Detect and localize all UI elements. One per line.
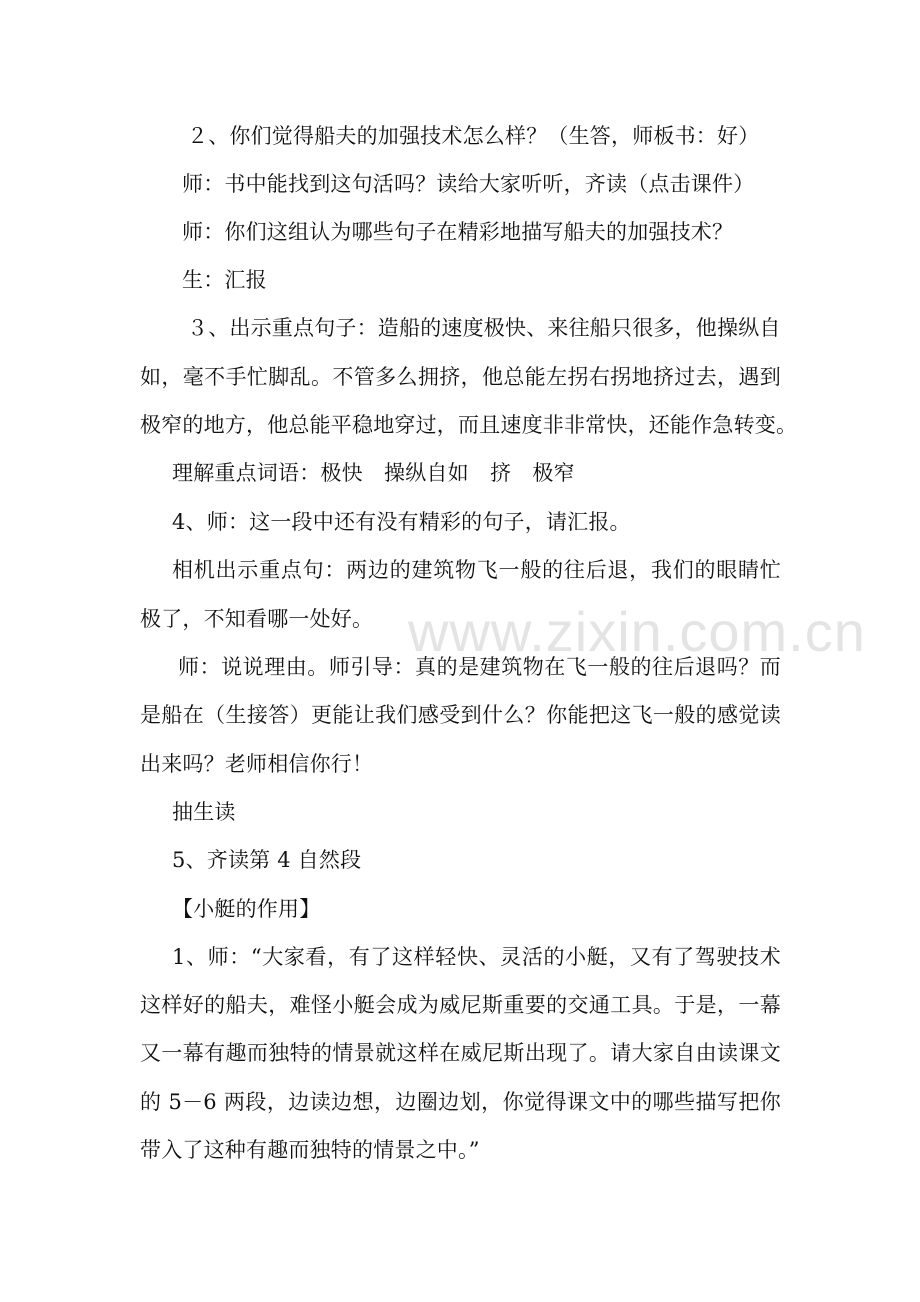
key-words-line: 理解重点词语：极快 操纵自如 挤 极窄	[172, 461, 575, 485]
paragraph-line-3: 师：你们这组认为哪些句子在精彩地描写船夫的加强技术？	[182, 220, 734, 244]
paragraph-line-14: 出来吗？老师相信你行！	[140, 752, 374, 776]
paragraph-line-4: 生：汇报	[182, 268, 267, 292]
paragraph-line-2: 师：书中能找到这句活吗？读给大家听听，齐读（点击课件）	[182, 172, 755, 196]
section-heading: 【小艇的作用】	[172, 897, 321, 921]
paragraph-line-13: 是船在（生接答）更能让我们感受到什么？你能把这飞一般的感觉读	[140, 703, 781, 727]
paragraph-line-1: ２、你们觉得船夫的加强技术怎么样？（生答，师板书：好）	[187, 124, 760, 148]
paragraph-line-7: 极窄的地方，他总能平稳地穿过，而且速度非非常快，还能作急转变。	[140, 413, 798, 437]
paragraph-line-9: 4、师：这一段中还有没有精彩的句子，请汇报。	[172, 510, 631, 534]
paragraph-line-22: 带入了这种有趣而独特的情景之中。”	[140, 1138, 480, 1162]
paragraph-line-21: 的 5－6 两段，边读边想，边圈边划，你觉得课文中的哪些描写把你	[140, 1090, 781, 1114]
paragraph-line-6: 如，毫不手忙脚乱。不管多么拥挤，他总能左拐右拐地挤过去，遇到	[140, 365, 781, 389]
paragraph-line-19: 这样好的船夫，难怪小艇会成为威尼斯重要的交通工具。于是，一幕	[140, 993, 781, 1017]
paragraph-line-16: 5、齐读第 4 自然段	[172, 848, 362, 872]
paragraph-line-20: 又一幕有趣而独特的情景就这样在威尼斯出现了。请大家自由读课文	[140, 1041, 781, 1065]
paragraph-line-15: 抽生读	[172, 800, 236, 824]
paragraph-line-18: 1、师：“大家看，有了这样轻快、灵活的小艇，又有了驾驶技术	[172, 945, 781, 969]
paragraph-line-12: 师：说说理由。师引导：真的是建筑物在飞一般的往后退吗？而	[178, 655, 781, 679]
watermark: www.zixin.com.cn	[408, 600, 866, 663]
paragraph-line-5: ３、出示重点句子：造船的速度极快、来往船只很多，他操纵自	[187, 316, 781, 340]
paragraph-line-10: 相机出示重点句：两边的建筑物飞一般的往后退，我们的眼睛忙	[172, 558, 781, 582]
paragraph-line-11: 极了，不知看哪一处好。	[140, 607, 374, 631]
